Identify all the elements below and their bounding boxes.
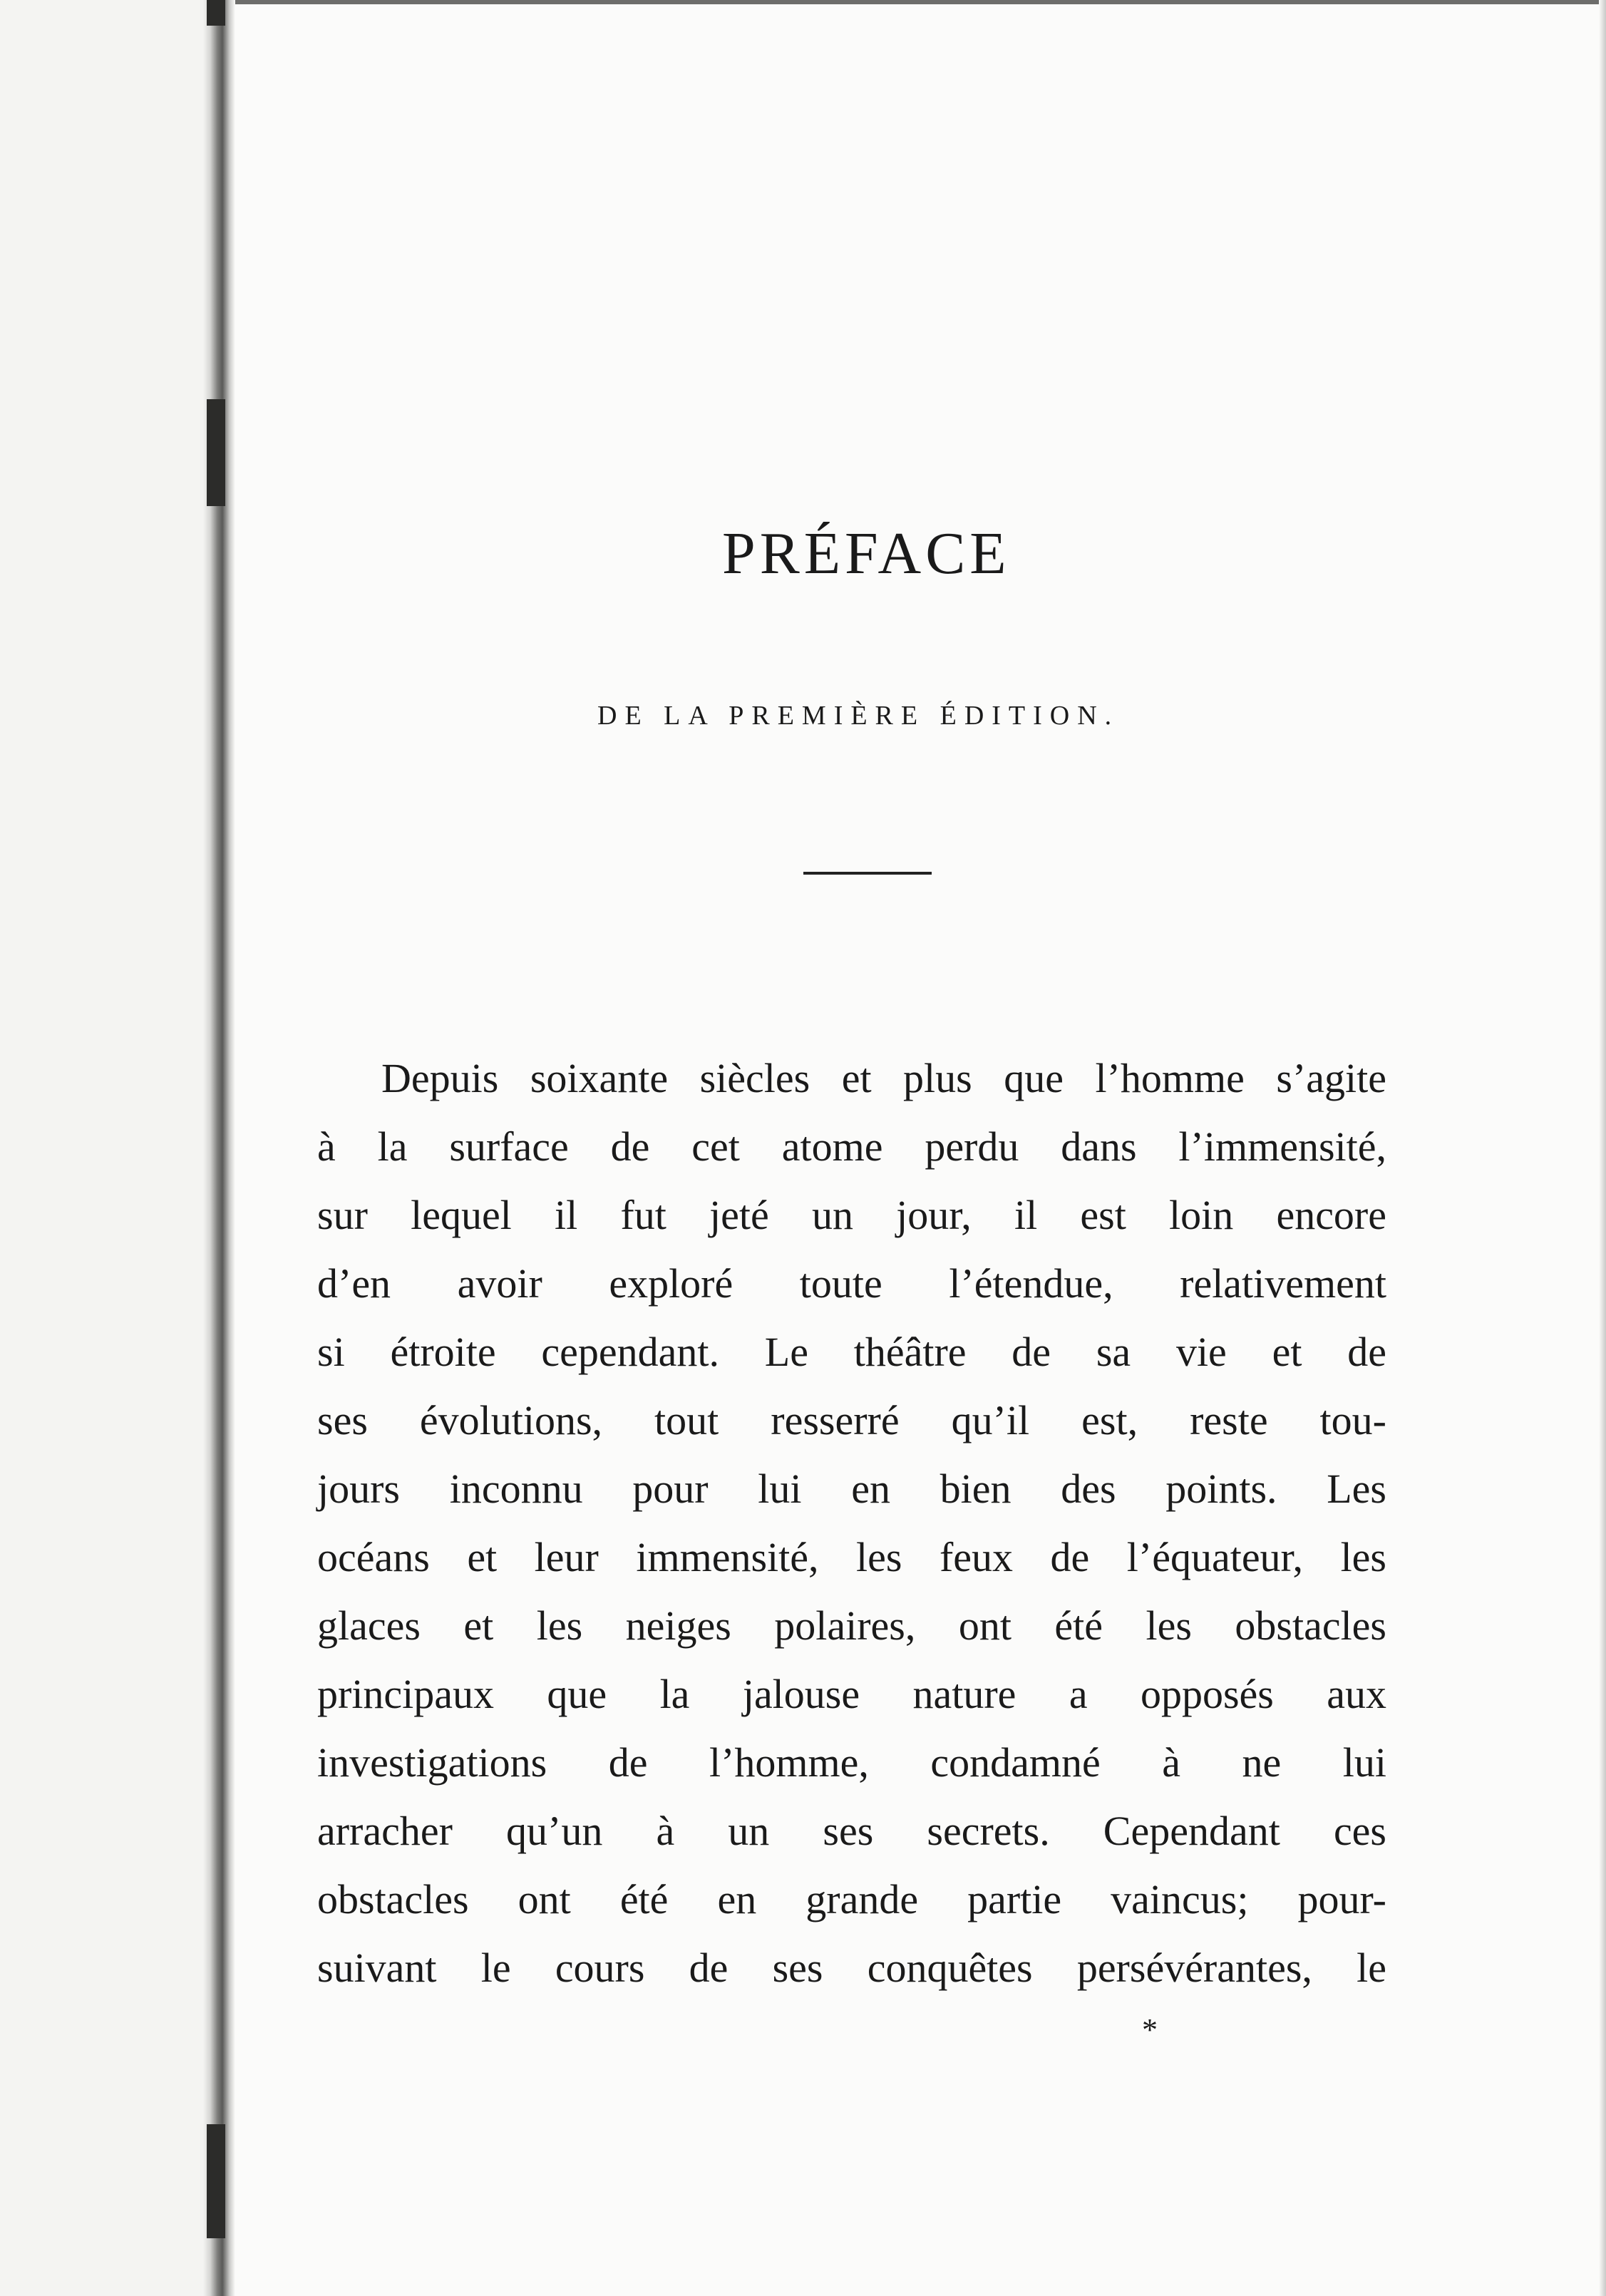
text-line: sur lequel il fut jeté un jour, il est loin encore xyxy=(317,1192,1386,1238)
text-line: ses évolutions, tout resserré qu’il est, reste tou- xyxy=(317,1397,1386,1443)
text-line: obstacles ont été en grande partie vaincus; pour- xyxy=(317,1876,1386,1922)
text-line: à la surface de cet atome perdu dans l’immensité, xyxy=(317,1123,1386,1170)
page-right-edge xyxy=(1599,0,1606,2296)
signature-mark: * xyxy=(1142,2012,1158,2047)
text-line: glaces et les neiges polaires, ont été les obstacles xyxy=(317,1602,1386,1649)
binding-shadow-mark xyxy=(207,2124,225,2238)
binding-shadow-mark xyxy=(207,0,225,26)
preface-body xyxy=(317,1044,1386,2002)
title-divider xyxy=(803,872,932,875)
text-line: d’en avoir exploré toute l’étendue, relativement xyxy=(317,1260,1386,1307)
text-line: Depuis soixante siècles et plus que l’homme s’agite xyxy=(381,1055,1386,1101)
page-subtitle: DE LA PREMIÈRE ÉDITION. xyxy=(597,701,1120,731)
text-line: jours inconnu pour lui en bien des points. Les xyxy=(317,1466,1386,1512)
text-line: si étroite cependant. Le théâtre de sa vie et de xyxy=(317,1329,1386,1375)
text-line: arracher qu’un à un ses secrets. Cependant ces xyxy=(317,1808,1386,1854)
binding-shadow-mark xyxy=(207,399,225,506)
page-top-edge xyxy=(235,0,1606,4)
page-title: PRÉFACE xyxy=(722,520,1011,587)
text-line: océans et leur immensité, les feux de l’équateur, les xyxy=(317,1534,1386,1580)
text-line: investigations de l’homme, condamné à ne lui xyxy=(317,1739,1386,1786)
page-binding-edge xyxy=(0,0,235,2296)
text-line: principaux que la jalouse nature a opposés aux xyxy=(317,1671,1386,1717)
text-line: suivant le cours de ses conquêtes persévérantes, le xyxy=(317,1945,1386,1991)
